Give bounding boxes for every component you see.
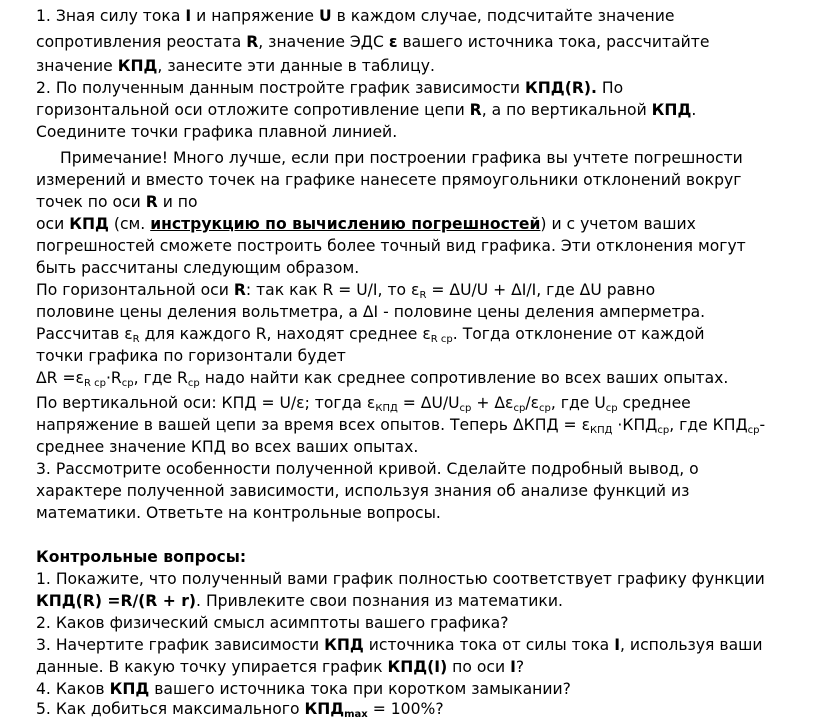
- note-line14: среднее значение КПД во всех ваших опытах.: [36, 438, 419, 456]
- note-line8: половине цены деления вольтметра, а ΔI - половине цены деления амперметра.: [36, 303, 706, 321]
- question-3-line1: 3. Начертите график зависимости КПД источника тока от силы тока I, используя ваши: [36, 636, 763, 654]
- question-2: 2. Каков физический смысл асимптоты вашего графика?: [36, 614, 509, 632]
- item2-line1: 2. По полученным данным постройте график зависимости КПД(R). По: [36, 79, 624, 97]
- note-line9: Рассчитав $\varepsilon_R$ для каждого R, находят среднее $\varepsilon_{R ср}$. Тогда отклонение от каждой: [36, 325, 705, 345]
- note-line13: напряжение в вашей цепи за время всех опытов. Теперь $\Delta КПД = \varepsilon_{КПД} \cdot КПД_{ср}$, где $КПД_{ср}-$: [36, 416, 766, 436]
- note-line5: погрешностей сможете построить более точный вид графика. Эти отклонения могут: [36, 237, 746, 255]
- item1-line2: сопротивления реостата R, значение ЭДС ε вашего источника тока, рассчитайте: [36, 33, 710, 51]
- item2-line3: Соедините точки графика плавной линией.: [36, 123, 398, 141]
- item3-line2: характере полученной зависимости, используя знания об анализе функций из: [36, 482, 690, 500]
- question-5: 5. Как добиться максимального $КПД_{max} = 100\%$?: [36, 700, 444, 720]
- question-1-line2: КПД(R) =R/(R + r). Привлеките свои познания из математики.: [36, 592, 563, 610]
- question-3-line2: данные. В какую точку упирается график КПД(I) по оси I?: [36, 658, 525, 676]
- item1-line3: значение КПД, занесите эти данные в таблицу.: [36, 57, 435, 75]
- note-line6: быть рассчитаны следующим образом.: [36, 259, 360, 277]
- note-line4: оси КПД (см. инструкцию по вычислению погрешностей) и с учетом ваших: [36, 215, 696, 233]
- error-calculation-instructions-link[interactable]: инструкцию по вычислению погрешностей: [150, 215, 541, 233]
- note-line1: Примечание! Много лучше, если при построении графика вы учтете погрешности: [60, 149, 743, 167]
- item3-line3: математики. Ответьте на контрольные вопросы.: [36, 504, 441, 522]
- note-line10: точки графика по горизонтали будет: [36, 347, 346, 365]
- note-line7: По горизонтальной оси R: так как R = U/I, то $\varepsilon_R = \Delta U/U + \Delta I/I$, где ΔU равно: [36, 281, 656, 301]
- note-line11: $\Delta R =\varepsilon_{R ср}\cdot R_{ср}$, где $R_{ср}$ надо найти как среднее сопротивление во всех ваших опытах.: [36, 369, 729, 389]
- item1-line1: 1. Зная силу тока I и напряжение U в каждом случае, подсчитайте значение: [36, 7, 675, 25]
- question-1-line1: 1. Покажите, что полученный вами график полностью соответствует графику функции: [36, 570, 765, 588]
- questions-heading: Контрольные вопросы:: [36, 548, 247, 566]
- item2-line2: горизонтальной оси отложите сопротивление цепи R, а по вертикальной КПД.: [36, 101, 697, 119]
- item3-line1: 3. Рассмотрите особенности полученной кривой. Сделайте подробный вывод, о: [36, 460, 699, 478]
- note-line12: По вертикальной оси: КПД = U/ε; тогда $\varepsilon_{КПД} = \Delta U/U_{ср} + \Delta\varepsilon_{ср}/\varepsilon_{ср}$, где $U_{ср}$ среднее: [36, 394, 691, 414]
- question-4: 4. Каков КПД вашего источника тока при коротком замыкании?: [36, 680, 571, 698]
- note-line3: точек по оси R и по: [36, 193, 198, 211]
- note-line2: измерений и вместо точек на графике нанесете прямоугольники отклонений вокруг: [36, 171, 742, 189]
